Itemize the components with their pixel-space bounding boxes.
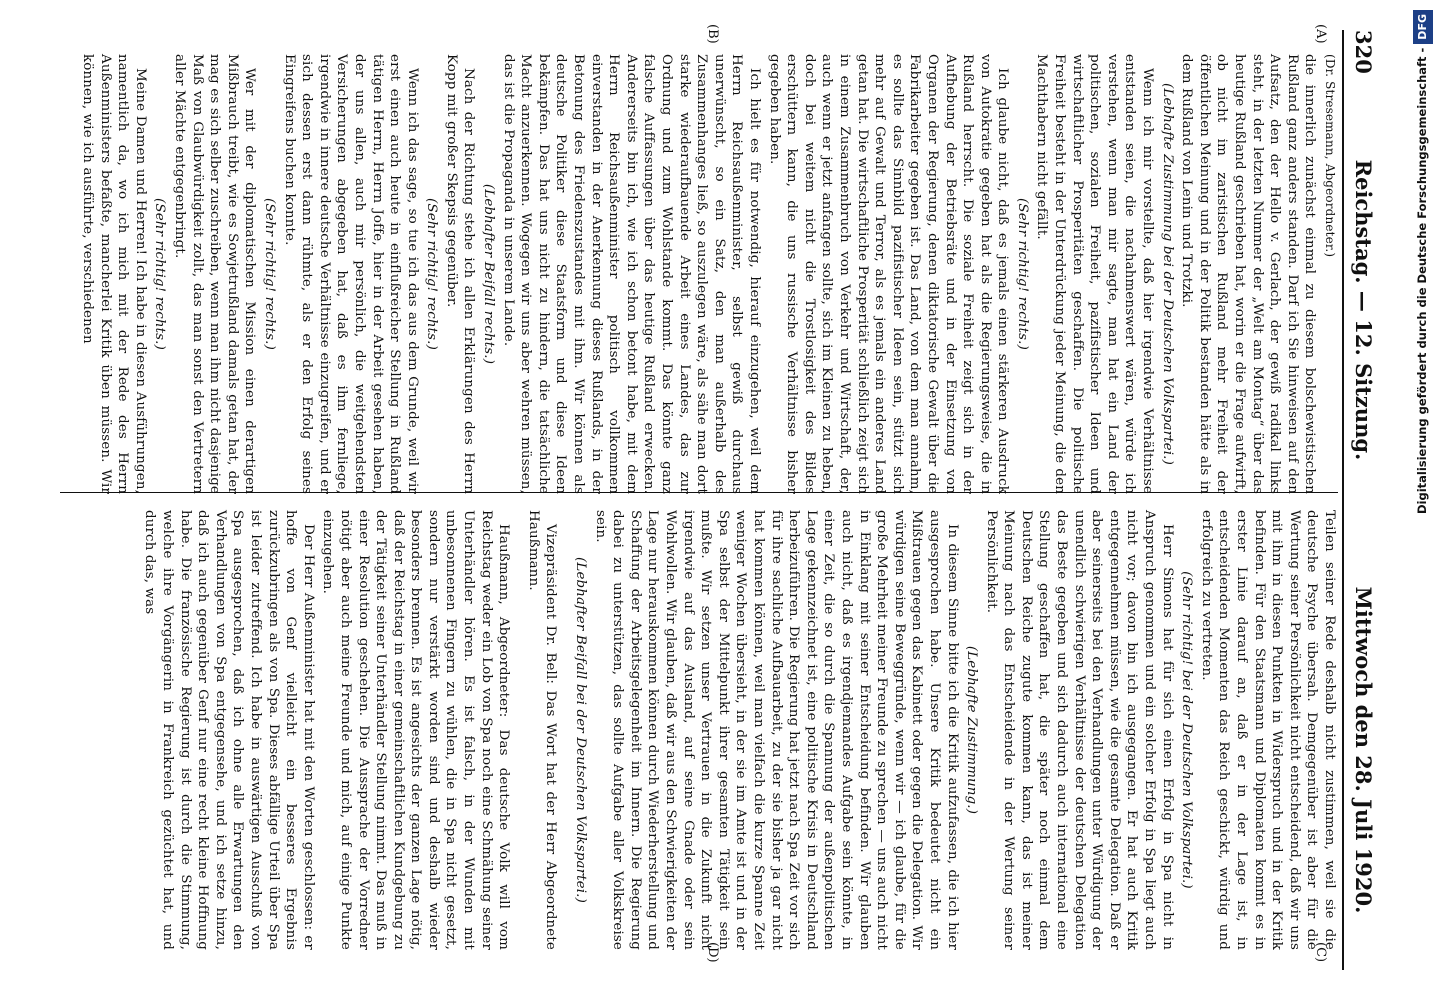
paragraph: Wenn ich mir vorstellte, daß hier irgendwie Verhältnisse entstanden seien, die nachahmenswert wären, würde ich verstehen, wenn man mir sagte, man hat ein Land der politischen, sozialen Freiheit, pazifistischer Ideen und wirtschaftlicher Prosperitäten geschaffen. Die politische Freiheit besteht in der Unterdrückung jeder Meinung, die den Machthabern nicht gefällt. bbox=[1034, 54, 1156, 494]
reaction: (Lebhafter Beifall rechts.) bbox=[481, 183, 497, 365]
margin-marker-b: (B) bbox=[705, 24, 720, 44]
reaction: (Sehr richtig! rechts.) bbox=[424, 198, 440, 350]
reaction: (Sehr richtig! rechts.) bbox=[261, 198, 277, 350]
paragraph: Vizepräsident Dr. Bell: Das Wort hat der Herr Abgeordnete Haußmann. bbox=[525, 510, 559, 950]
reaction: (Sehr richtig! rechts.) bbox=[1014, 198, 1030, 350]
reaction: (Lebhafte Zustimmung bei der Deutschen Volkspartei.) bbox=[1159, 83, 1175, 465]
credit-text: Digitalisierung gefördert durch die Deutsche Forschungsgemeinschaft - bbox=[1415, 47, 1429, 515]
credit-text-rotated bbox=[1412, 10, 1432, 970]
paragraph: In diesem Sinne bitte ich die Kritik aufzufassen, die ich hier ausgesprochen habe. Unsere Kritik bedeutet nicht ein Mißtrauen gegen das Kabinett oder gegen die Delegation. Wir würdigen seine Beweggründe, wenn wir — ich glaube, für die große Mehrheit meiner Freunde zu sprechen — uns auch nicht in Einklang mit seiner Entscheidung befinden. Wir glauben auch nicht, daß es irgendjemandes Aufgabe sein könnte, in einer Zeit, die so durch die Spannung der außenpolitischen Lage gekennzeichnet ist, eine politische Krisis in Deutschland herbeizuführen. Die Regierung hat jetzt nach Spa Zeit vor sich für ihre sachliche Aufbauarbeit, zu der sie bisher ja gar nicht hat kommen können, weil man vielfach die kurze Spanne Zeit weniger Wochen übersieht, in der sie im Amte ist und in der Spa selbst der Mittelpunkt ihrer gesamten Tätigkeit sein mußte. Wir setzen unser Vertrauen in die Zukunft nicht irgendwie auf das Ausland, auf seine Gnade oder sein Wohlwollen. Wir glauben, daß wir aus den Schwierigkeiten der Lage nur herauskommen können durch Wiederherstellung und Schaffung der Arbeitsgelegenheit im Innern. Die Regierung dabei zu unterstützen, das sollte Aufgabe aller Volkskreise sein. bbox=[592, 510, 960, 950]
paragraph: Der Herr Außenminister hat mit den Worten geschlossen: er hoffe von Genf vielleicht ein besseres Ergebnis zurückzubringen als von Spa. Dieses abfällige Urteil über Spa ist leider zutreffend. Ich habe in auswärtigen Ausschuß von Spa ausgesprochen, daß ich ohne alle Erwartungen den Verhandlungen von Spa entgegensehe, und ich setze hinzu, daß ich auch gegenüber Genf nur eine recht kleine Hoffnung habe. Die französische Regierung ist durch die Stimmung, welche ihre Vorgängerin in Frankreich gezüchtet hat, und durch das, was bbox=[142, 510, 316, 950]
speaker-note: (Dr. Stresemann, Abgeordneter.) bbox=[1323, 54, 1337, 258]
margin-marker-a: (A) bbox=[1313, 24, 1328, 44]
reaction: (Lebhafter Beifall bei der Deutschen Volkspartei.) bbox=[573, 557, 589, 903]
margin-marker-c: (C) bbox=[1313, 942, 1328, 963]
paragraph: Ich glaube nicht, daß es jemals einen stärkeren Ausdruck von Autokratie gegeben hat als die Regierungsweise, die in Rußland herrscht. Die soziale Freiheit zeigt sich in der Aufhebung der Betriebsräte und in der Einsetzung von Organen der Regierung, denen diktatorische Gewalt über die Fabrikarbeiter gegeben ist. Das Land, von dem man annahm, es sollte das Sinnbild pazifistischer Ideen sein, stützt sich mehr auf Gewalt und Terror, als es jemals ein anderes Land getan hat. Die wirtschaftliche Prosperität schließlich zeigt sich in einem Zusammenbruch von Verkehr und Wirtschaft, der, auch wenn er jetzt anfangen sollte, sich im Kleinen zu heben, doch bei weitem nicht die Trostlosigkeit des Bildes erschüttern kann, die uns russische Verhältnisse bisher gegeben haben. bbox=[766, 54, 1011, 494]
paragraph: Haußmann, Abgeordneter: Das deutsche Volk will vom Reichstag weder ein Lob von Spa noch eine Schmähung seiner Unterhändler hören. Es ist falsch, in der Wunden mit unbesonnenen Fingern zu wühlen, die in Spa nicht gesetzt, sondern nur verstärkt worden sind und deshalb wieder besonders brennen. Es ist angesichts der ganzen Lage nötig, daß der Reichstag in einer gemeinschaftlichen Kundgebung zu der Tätigkeit seiner Unterhändler Stellung nimmt. Das muß in einer Resolution geschehen. Die Aussprache der Vorredner nötigt aber auch meine Freunde und mich, auf einige Punkte einzugehen. bbox=[320, 510, 512, 950]
spacer bbox=[512, 510, 522, 950]
reaction: (Lebhafte Zustimmung.) bbox=[964, 645, 980, 815]
text-columns bbox=[50, 20, 1338, 980]
digitization-credit bbox=[1410, 10, 1430, 970]
paragraph: Ich hielt es für notwendig, hierauf einzugehen, weil dem Herrn Reichsaußenminister, selbst gewiß durchaus unerwünscht, so ein Satz, den man außerhalb des Zusammenhanges ließ, so auszulegen wäre, als sähe man dort starke wiederaufbauende Arbeit eines Landes, das zur Ordnung und zum Wohlstande kommt. Das könnte ganz falsche Auffassungen über das heutige Rußland erwecken. Andererseits bin ich, wie ich schon betont habe, mit dem Herrn Reichsaußenminister politisch vollkommen einverstanden in der Anerkennung dieses Rußlands, in der Betonung des Friedenszustandes mit ihm. Wir können als deutsche Politiker diese Staatsform und diese Ideen bekämpfen. Das hat uns nicht zu hindern, die tatsächliche Macht anzuerkennen. Wogegen wir uns aber wehren müssen, das ist die Propaganda in unserem Lande. bbox=[500, 54, 762, 494]
paragraph: die innerlich zunächst einmal zu diesem bolschewistischen Rußland ganz anders standen. Darf ich Sie hinweisen auf den Aufsatz, den der Hello v. Gerlach, der gewiß radikal links steht, in der letzten Nummer der „Welt am Montag“ über das heutige Rußland geschrieben hat, worin er die Frage aufwirft, ob nicht im zaristischen Rußland mehr Freiheit der öffentlichen Meinung und in der Politik bestanden hätte als in dem Rußland von Lenin und Trotzki. bbox=[1179, 54, 1318, 494]
page-header bbox=[1342, 30, 1384, 970]
paragraph: Herr Simons hat für sich einen Erfolg in Spa nicht in Anspruch genommen und ein solcher Erfolg in Spa liegt auch nicht vor; davon bin ich ausgegangen. Er hat auch Kritik entgegennehmen müssen, wie die gesamte Delegation. Daß er aber seinerseits bei den Verhandlungen unter Würdigung der unendlich schwierigen Verhältnisse der deutschen Delegation das Beste gegeben und sich dadurch auch international eine Stellung geschaffen hat, die später noch einmal dem Deutschen Reiche zugute kommen kann, das ist meiner Meinung nach das Entscheidende in der Wertung seiner Persönlichkeit. bbox=[983, 510, 1175, 950]
page-number: 320 bbox=[1351, 30, 1377, 74]
rotated-page bbox=[50, 20, 1390, 980]
margin-marker-d: (D) bbox=[705, 942, 720, 963]
right-column bbox=[50, 510, 1338, 950]
session-title: Reichstag. — 12. Sitzung. bbox=[1351, 159, 1377, 461]
paragraph: Wenn ich das sage, so tue ich das aus dem Grunde, weil wir erst einen auch heute in einflußreicher Stellung in Rußland tätigen Herrn, Herrn Joffe, hier in der Arbeit gesehen haben, der uns allen, auch mir persönlich, die weitgehendsten Versicherungen abgegeben hat, daß es ihm fernliege, irgendwie in innere deutsche Verhältnisse einzugreifen, und er sich dessen erst dann rühmte, als er den Erfolg seines Eingreifens buchen konnte. bbox=[281, 54, 420, 494]
dfg-logo: DFG bbox=[1413, 10, 1433, 44]
paragraph: Nach der Richtung stehe ich allen Erklärungen des Herrn Kopp mit großer Skepsis gegenüber. bbox=[443, 54, 477, 494]
paragraph: Teilen seiner Rede deshalb nicht zustimmen, weil sie die deutsche Psyche übersah. Demgegenüber ist aber für die Wertung seiner Persönlichkeit nicht entscheidend, daß wir uns mit ihm in diesen Punkten in Widerspruch und in der Kritik befinden. Für den Staatsmann und Diplomaten kommt es in erster Linie darauf an, daß er in der Lage ist, in entscheidenden Momenten das Reich geschickt, würdig und erfolgreich zu vertreten. bbox=[1198, 510, 1337, 950]
paragraph: Meine Damen und Herren! Ich habe in diesen Ausführungen, namentlich da, wo ich mich mit der Rede des Herrn Außenministers befaßte, mancherlei Kritik üben müssen. Wir können, wie ich ausführte, verschiedenen bbox=[80, 54, 148, 494]
spacer bbox=[559, 510, 569, 950]
reaction: (Sehr richtig! bei der Deutschen Volkspartei.) bbox=[1179, 571, 1195, 889]
reaction: (Sehr richtig! rechts.) bbox=[152, 198, 168, 350]
left-column bbox=[50, 54, 1338, 494]
paragraph: Wer mit der diplomatischen Mission einen derartigen Mißbrauch treibt, wie es Sowjetrußland damals getan hat, der mag es sich selber zuschreiben, wenn man ihm nicht dasjenige Maß von Glaubwürdigkeit zollt, das man sonst den Vertretern aller Mächte entgegenbringt. bbox=[172, 54, 258, 494]
session-date: Mittwoch den 28. Juli 1920. bbox=[1351, 586, 1377, 914]
